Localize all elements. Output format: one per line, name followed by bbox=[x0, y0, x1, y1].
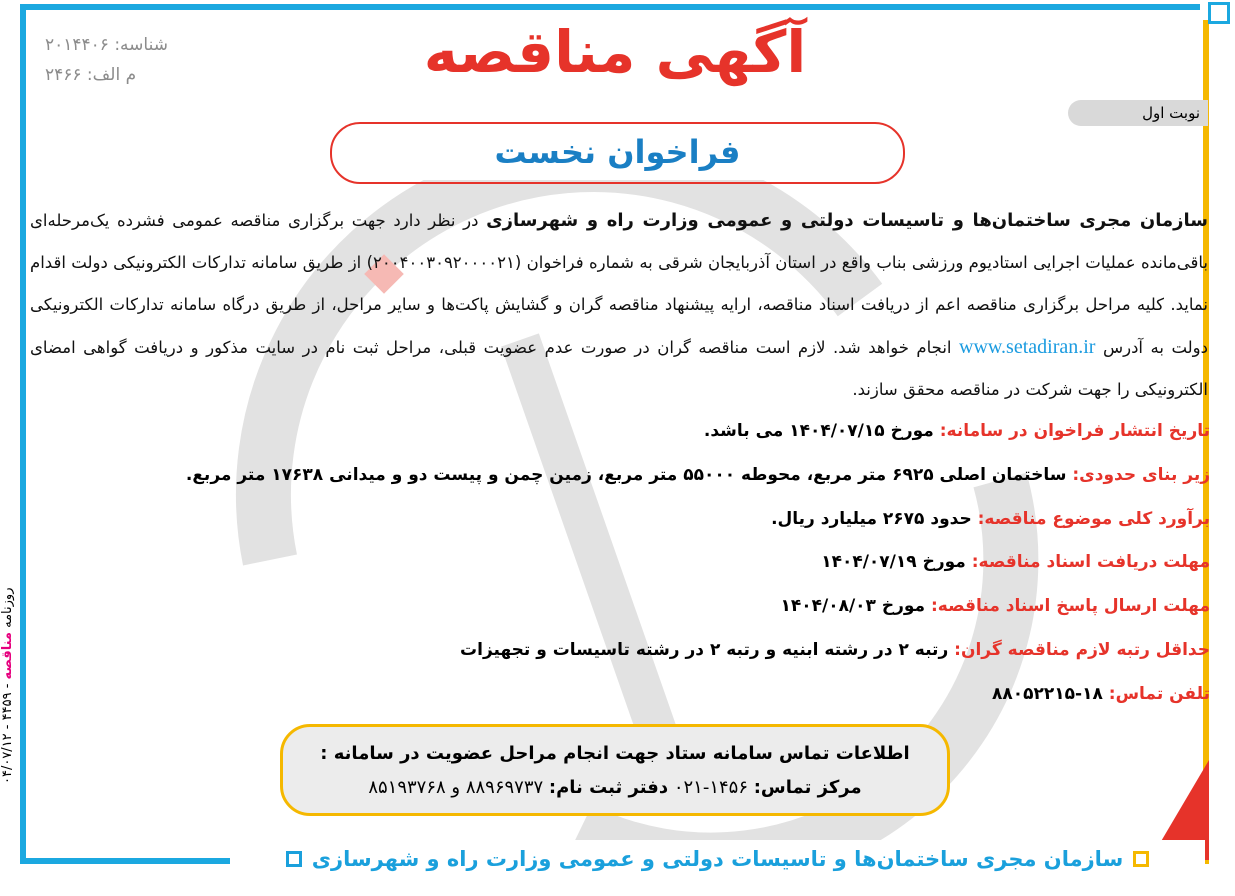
ad-id: شناسه: ۲۰۱۴۴۰۶ bbox=[45, 35, 168, 55]
corner-square-icon bbox=[1208, 2, 1230, 24]
newspaper-logo: مناقصه bbox=[0, 632, 15, 680]
org-name: سازمان مجری ساختمان‌ها و تاسیسات دولتی و عمومی وزارت راه و شهرسازی bbox=[486, 210, 1208, 231]
round-badge: نوبت اول bbox=[1068, 100, 1208, 126]
footer-org bbox=[230, 840, 1205, 878]
page-title: آگهی مناقصه bbox=[423, 18, 807, 86]
contact-heading: اطلاعات تماس سامانه ستاد جهت انجام مراحل عضویت در سامانه : bbox=[320, 743, 910, 764]
body-text-1: در نظر دارد جهت برگزاری مناقصه عمومی فشرده یک‌مرحله‌ای باقی‌مانده عملیات اجرایی استادیوم ورزشی بناب واقع در استان آذربایجان شرقی به شماره فراخوان (۲۰۰۴۰۰۳۰۹۲۰۰۰۰۲۱) از طریق سامانه تدارکات الکترونیکی دولت اقدام نماید. کلیه مراحل برگزاری مناقصه اعم از دریافت اسناد مناقصه، ارایه پیشنهاد مناقصه گران و گشایش پاکت‌ها و سایر مراحل، از طریق درگاه سامانه تدارکات الکترونیکی دولت به آدرس bbox=[30, 211, 1208, 357]
detail-phone: تلفن تماس: ۱۸-۸۸۰۵۲۲۱۵ bbox=[992, 683, 1210, 704]
detail-response-deadline: مهلت ارسال پاسخ اسناد مناقصه: مورخ ۱۴۰۴/۰۸/۰۳ bbox=[780, 596, 1210, 617]
detail-doc-deadline: مهلت دریافت اسناد مناقصه: مورخ ۱۴۰۴/۰۷/۱۹ bbox=[821, 552, 1210, 573]
detail-publish-date: تاریخ انتشار فراخوان در سامانه: مورخ ۱۴۰۴/۰۷/۱۵ می باشد. bbox=[703, 421, 1210, 441]
square-bullet-icon bbox=[286, 851, 302, 867]
details-list bbox=[100, 410, 1210, 717]
subtitle: فراخوان نخست bbox=[330, 122, 905, 184]
ad-meta bbox=[45, 30, 168, 90]
contact-box bbox=[280, 724, 950, 816]
ad-code: م الف: ۲۴۶۶ bbox=[45, 65, 137, 85]
side-publication-info: روزنامه مناقصه - ۴۴۵۹ - ۰۴/۰۷/۱۲ bbox=[0, 582, 15, 790]
detail-area: زیر بنای حدودی: ساختمان اصلی ۶۹۲۵ متر مربع، محوطه ۵۵۰۰۰ متر مربع، زمین چمن و پیست دو و میدانی ۱۷۶۳۸ متر مربع. bbox=[185, 464, 1210, 485]
contact-numbers: مرکز تماس: ۱۴۵۶-۰۲۱ دفتر ثبت نام: ۸۸۹۶۹۷۳۷ و ۸۵۱۹۳۷۶۸ bbox=[368, 777, 862, 798]
website-link[interactable]: www.setadiran.ir bbox=[959, 336, 1096, 358]
detail-min-rank: حداقل رتبه لازم مناقصه گران: رتبه ۲ در رشته ابنیه و رتبه ۲ در رشته تاسیسات و تجهیزات bbox=[460, 639, 1210, 660]
footer-text: سازمان مجری ساختمان‌ها و تاسیسات دولتی و عمومی وزارت راه و شهرسازی bbox=[311, 847, 1124, 871]
frame-top bbox=[20, 4, 1200, 10]
detail-estimate: برآورد کلی موضوع مناقصه: حدود ۲۶۷۵ میلیارد ریال. bbox=[771, 508, 1210, 529]
square-bullet-icon bbox=[1133, 851, 1149, 867]
body-text-2: انجام خواهد شد. لازم است مناقصه گران در صورت عدم عضویت قبلی، مراحل ثبت نام در سایت مذکور و دریافت گواهی امضای الکترونیکی را جهت شرکت در مناقصه محقق سازند. bbox=[30, 338, 1208, 399]
body-paragraph bbox=[30, 200, 1208, 411]
frame-left bbox=[20, 4, 26, 864]
